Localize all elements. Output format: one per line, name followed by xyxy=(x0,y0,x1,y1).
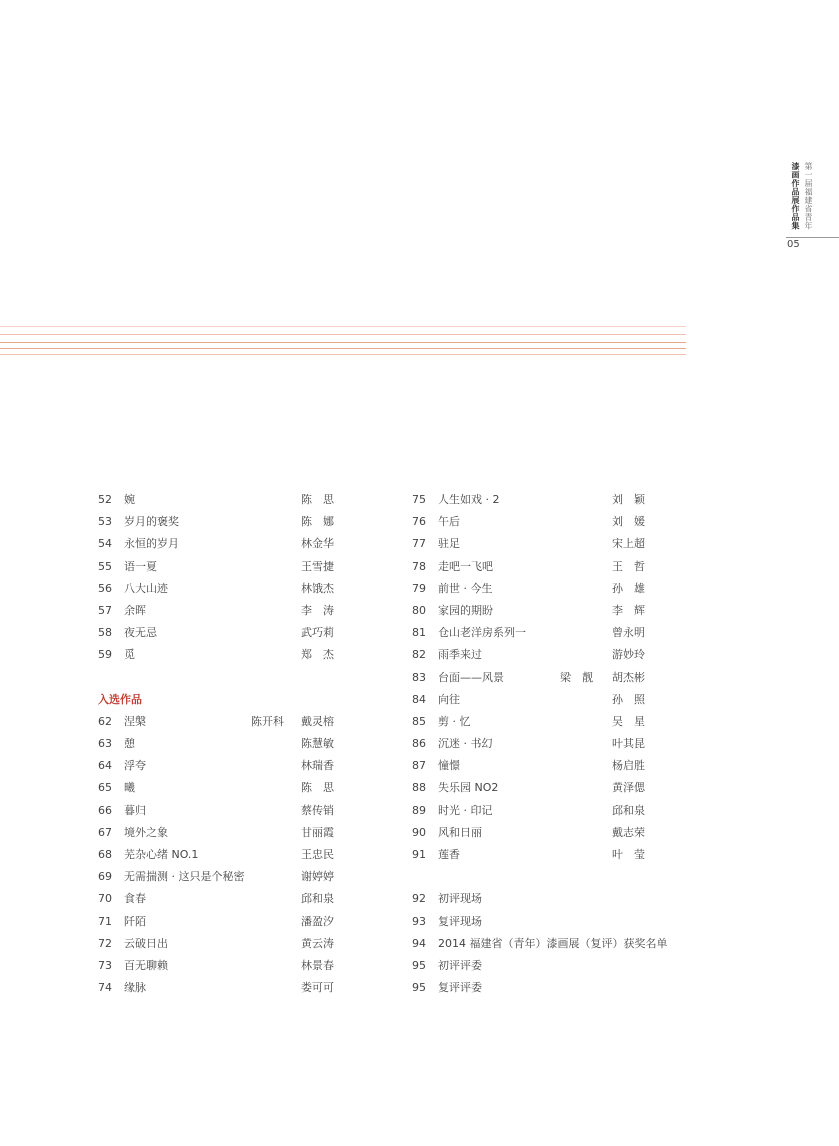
entry-author: 黄云涛 xyxy=(301,936,334,950)
toc-entry xyxy=(412,955,692,977)
entry-title: 初评评委 xyxy=(438,958,482,972)
toc-entry xyxy=(98,533,398,555)
toc-entry xyxy=(412,977,692,999)
entry-title: 芜杂心绪 NO.1 xyxy=(124,848,199,861)
entry-author: 宋上超 xyxy=(612,537,645,551)
entry-author: 王忠民 xyxy=(301,848,334,861)
stripe xyxy=(0,326,686,327)
toc-entry xyxy=(98,556,398,578)
entry-coauthor: 陈开科 xyxy=(251,714,284,728)
entry-number: 91 xyxy=(412,848,426,861)
entry-author: 邱和泉 xyxy=(301,892,334,906)
entry-title: 憧憬 xyxy=(438,759,460,773)
entry-author: 陈 思 xyxy=(301,781,334,795)
toc-entry xyxy=(412,933,692,955)
stripe xyxy=(0,342,686,343)
toc-entry xyxy=(412,711,692,733)
toc-entry xyxy=(98,933,398,955)
entry-number: 80 xyxy=(412,603,426,617)
entry-number: 93 xyxy=(412,914,426,928)
entry-number: 87 xyxy=(412,759,426,773)
entry-author: 李 辉 xyxy=(612,603,645,617)
entry-number: 86 xyxy=(412,737,426,751)
entry-number: 73 xyxy=(98,958,112,972)
toc-entry xyxy=(98,911,398,933)
entry-author: 林饿杰 xyxy=(301,581,334,595)
entry-title: 无需揣测 · 这只是个秘密 xyxy=(124,870,245,884)
toc-entry xyxy=(412,844,692,866)
entry-number: 68 xyxy=(98,848,112,861)
entry-title: 云破日出 xyxy=(124,936,168,950)
entry-title: 沉迷 · 书幻 xyxy=(438,737,493,751)
toc-entry xyxy=(412,600,692,622)
entry-title: 雨季来过 xyxy=(438,648,482,662)
toc-entry xyxy=(98,955,398,977)
entry-title: 午后 xyxy=(438,515,460,529)
entry-number: 88 xyxy=(412,781,426,795)
entry-title: 百无聊赖 xyxy=(124,958,168,972)
entry-title: 复评现场 xyxy=(438,914,482,928)
section-label: 入选作品 xyxy=(98,692,142,706)
entry-author: 孙 照 xyxy=(612,692,645,706)
toc-entry xyxy=(412,800,692,822)
toc-entry xyxy=(412,888,692,910)
entry-author: 戴志荣 xyxy=(612,825,645,839)
entry-number: 81 xyxy=(412,626,426,640)
entry-author: 王雪捷 xyxy=(301,559,334,573)
entry-number: 63 xyxy=(98,737,112,751)
stripe xyxy=(0,334,686,335)
entry-title: 暮归 xyxy=(124,803,146,817)
entry-author: 戴灵榕 xyxy=(301,714,334,728)
entry-author: 杨启胜 xyxy=(612,759,645,773)
entry-author: 李 涛 xyxy=(301,603,334,617)
entry-author: 游妙玲 xyxy=(612,648,645,662)
toc-entry xyxy=(412,644,692,666)
entry-title: 2014 福建省（青年）漆画展（复评）获奖名单 xyxy=(438,936,668,950)
entry-number: 89 xyxy=(412,803,426,817)
entry-number: 74 xyxy=(98,981,112,995)
entry-author: 陈 思 xyxy=(301,493,334,506)
toc-entry xyxy=(412,689,692,711)
entry-title: 涅槃 xyxy=(124,714,146,728)
entry-author: 曾永明 xyxy=(612,626,645,640)
entry-number: 55 xyxy=(98,559,112,573)
entry-title: 语一夏 xyxy=(124,559,157,573)
entry-author: 胡杰彬 xyxy=(612,670,645,684)
entry-number: 69 xyxy=(98,870,112,884)
entry-title: 婉 xyxy=(124,493,135,506)
entry-number: 59 xyxy=(98,648,112,662)
entry-number: 76 xyxy=(412,515,426,529)
entry-title: 永恒的岁月 xyxy=(124,537,179,551)
entry-number: 65 xyxy=(98,781,112,795)
entry-title: 缘脉 xyxy=(124,981,146,995)
toc-entry xyxy=(412,822,692,844)
toc-entry xyxy=(412,556,692,578)
toc-entry xyxy=(98,578,398,600)
entry-title: 时光 · 印记 xyxy=(438,803,493,817)
entry-number: 85 xyxy=(412,714,426,728)
entry-number: 95 xyxy=(412,981,426,995)
entry-title: 剪 · 忆 xyxy=(438,714,471,728)
entry-author: 叶其昆 xyxy=(612,737,645,751)
entry-title: 八大山迹 xyxy=(124,581,168,595)
entry-number: 84 xyxy=(412,692,426,706)
entry-number: 66 xyxy=(98,803,112,817)
entry-number: 83 xyxy=(412,670,426,684)
entry-author: 蔡传销 xyxy=(301,803,334,817)
entry-author: 武巧莉 xyxy=(301,626,334,640)
entry-number: 57 xyxy=(98,603,112,617)
toc-entry xyxy=(98,800,398,822)
entry-title: 人生如戏 · 2 xyxy=(438,493,500,506)
spacer xyxy=(412,866,692,888)
entry-number: 52 xyxy=(98,493,112,506)
stripe xyxy=(0,348,686,349)
entry-author: 刘 媛 xyxy=(612,515,645,529)
toc-entry xyxy=(412,733,692,755)
entry-author: 叶 莹 xyxy=(612,848,645,861)
entry-author: 邱和泉 xyxy=(612,803,645,817)
toc-entry xyxy=(98,600,398,622)
entry-author: 吴 星 xyxy=(612,714,645,728)
toc-entry xyxy=(98,711,398,733)
entry-author: 谢婷婷 xyxy=(301,870,334,884)
entry-author: 林瑞香 xyxy=(301,759,334,773)
entry-title: 台面——风景 xyxy=(438,670,504,684)
entry-title: 仓山老洋房系列一 xyxy=(438,626,526,640)
entry-number: 90 xyxy=(412,825,426,839)
toc-entry xyxy=(98,888,398,910)
toc-entry xyxy=(412,755,692,777)
stripe xyxy=(0,354,686,355)
page-number: 05 xyxy=(787,239,800,250)
entry-title: 复评评委 xyxy=(438,981,482,995)
toc-entry xyxy=(412,511,692,533)
entry-title: 家园的期盼 xyxy=(438,603,493,617)
book-title xyxy=(786,162,814,234)
entry-author: 陈慧敏 xyxy=(301,737,334,751)
entry-title: 风和日丽 xyxy=(438,825,482,839)
entry-author: 郑 杰 xyxy=(301,648,334,662)
toc-entry xyxy=(412,911,692,933)
book-title-line: 漆画作品展作品集 xyxy=(791,162,800,230)
toc-left-column xyxy=(98,489,398,999)
entry-title: 岁月的褒奖 xyxy=(124,515,179,529)
section-heading xyxy=(98,689,398,711)
entry-author: 潘盈汐 xyxy=(301,914,334,928)
toc-entry xyxy=(412,667,692,689)
entry-author: 孙 雄 xyxy=(612,581,645,595)
entry-number: 72 xyxy=(98,936,112,950)
entry-number: 64 xyxy=(98,759,112,773)
entry-author: 黄泽偲 xyxy=(612,781,645,795)
toc-entry xyxy=(98,622,398,644)
toc-entry xyxy=(412,533,692,555)
entry-number: 79 xyxy=(412,581,426,595)
entry-author: 林景春 xyxy=(301,958,334,972)
entry-number: 71 xyxy=(98,914,112,928)
entry-title: 莲香 xyxy=(438,848,460,861)
entry-number: 77 xyxy=(412,537,426,551)
spacer xyxy=(98,667,398,689)
entry-number: 92 xyxy=(412,892,426,906)
book-series-line: 第一届福建省青年 xyxy=(804,162,813,230)
toc-entry xyxy=(98,777,398,799)
toc-entry xyxy=(412,489,692,511)
entry-number: 95 xyxy=(412,958,426,972)
entry-number: 94 xyxy=(412,936,426,950)
entry-author: 陈 娜 xyxy=(301,515,334,529)
entry-number: 67 xyxy=(98,825,112,839)
entry-title: 前世 · 今生 xyxy=(438,581,493,595)
entry-author: 娄可可 xyxy=(301,981,334,995)
entry-title: 浮夸 xyxy=(124,759,146,773)
entry-coauthor: 梁 靓 xyxy=(560,670,593,684)
entry-number: 78 xyxy=(412,559,426,573)
entry-title: 走吧一飞吧 xyxy=(438,559,493,573)
entry-author: 甘丽霞 xyxy=(301,825,334,839)
entry-title: 初评现场 xyxy=(438,892,482,906)
toc-entry xyxy=(412,578,692,600)
toc-entry xyxy=(98,977,398,999)
entry-title: 食春 xyxy=(124,892,146,906)
entry-author: 林金华 xyxy=(301,537,334,551)
entry-number: 56 xyxy=(98,581,112,595)
entry-number: 62 xyxy=(98,714,112,728)
entry-title: 失乐园 NO2 xyxy=(438,781,499,795)
toc-entry xyxy=(412,622,692,644)
entry-title: 驻足 xyxy=(438,537,460,551)
toc-entry xyxy=(98,489,398,511)
toc-entry xyxy=(98,844,398,866)
entry-title: 境外之象 xyxy=(124,825,168,839)
entry-number: 75 xyxy=(412,493,426,506)
entry-number: 53 xyxy=(98,515,112,529)
entry-author: 王 哲 xyxy=(612,559,645,573)
entry-number: 58 xyxy=(98,626,112,640)
entry-title: 余晖 xyxy=(124,603,146,617)
entry-number: 54 xyxy=(98,537,112,551)
entry-title: 阡陌 xyxy=(124,914,146,928)
toc-entry xyxy=(98,822,398,844)
entry-title: 夜无忌 xyxy=(124,626,157,640)
toc-entry xyxy=(412,777,692,799)
toc-entry xyxy=(98,733,398,755)
entry-title: 曦 xyxy=(124,781,135,795)
entry-author: 刘 颖 xyxy=(612,493,645,506)
entry-title: 憩 xyxy=(124,737,135,751)
toc-entry xyxy=(98,755,398,777)
entry-title: 向往 xyxy=(438,692,460,706)
entry-title: 觅 xyxy=(124,648,135,662)
toc-right-column xyxy=(412,489,692,999)
entry-number: 82 xyxy=(412,648,426,662)
toc-entry xyxy=(98,511,398,533)
toc-entry xyxy=(98,644,398,666)
toc-entry xyxy=(98,866,398,888)
header-rule xyxy=(786,237,839,238)
entry-number: 70 xyxy=(98,892,112,906)
